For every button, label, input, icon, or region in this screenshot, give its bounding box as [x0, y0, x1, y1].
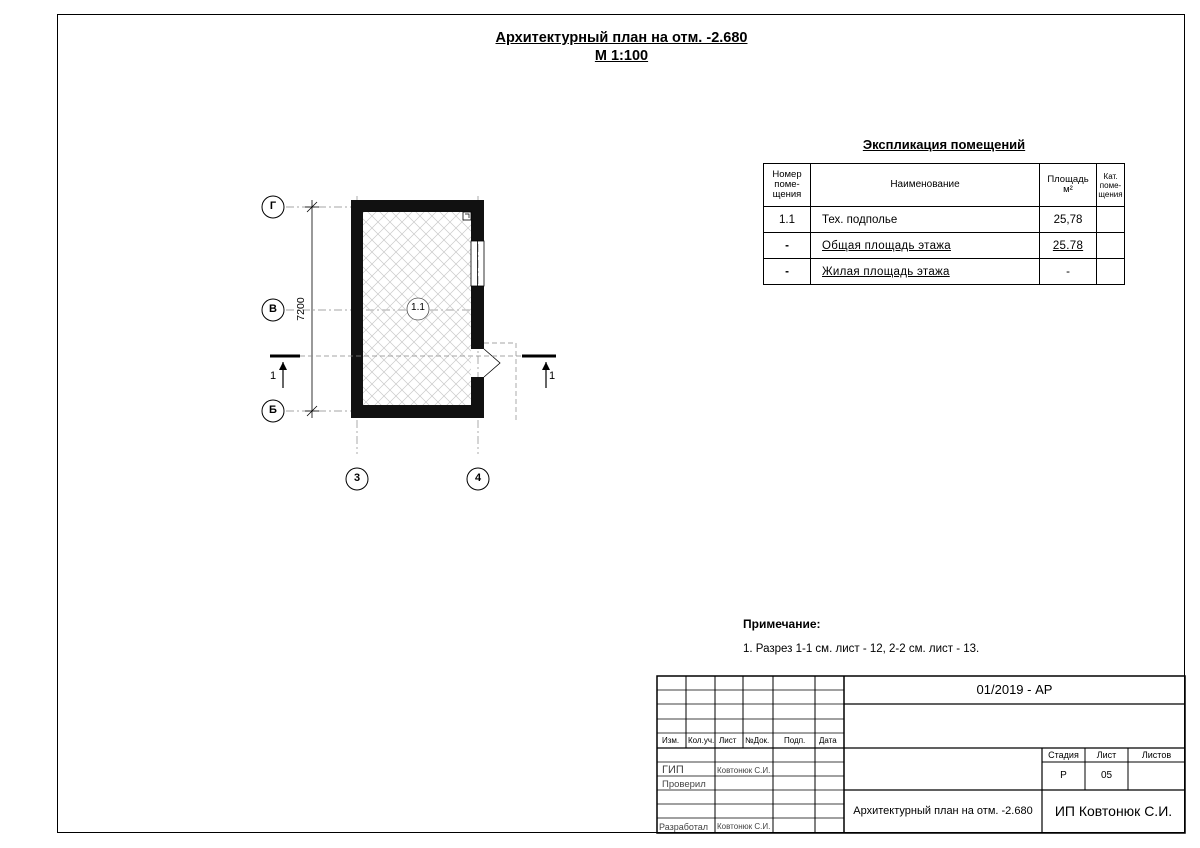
- project-code: 01/2019 - АР: [976, 682, 1053, 697]
- name-gip: Ковтонюк С.И.: [717, 766, 771, 775]
- col-ndok: №Док.: [745, 736, 770, 745]
- header-category: Кат. поме- щения: [1097, 164, 1125, 207]
- stage-header: Стадия: [1048, 750, 1079, 760]
- axis-label-3: 3: [353, 472, 361, 484]
- role-checked: Проверил: [662, 779, 706, 790]
- stage-value: Р: [1060, 770, 1067, 781]
- axis-label-v: В: [269, 303, 277, 315]
- col-izm: Изм.: [662, 736, 680, 745]
- col-koluch: Кол.уч.: [688, 736, 715, 745]
- role-gip: ГИП: [662, 764, 684, 776]
- explication-title: Экспликация помещений: [862, 137, 1026, 152]
- dimension-text: 7200: [295, 297, 307, 321]
- sheet-header: Лист: [1096, 750, 1117, 760]
- name-developed: Ковтонюк С.И.: [717, 822, 771, 831]
- sheet-number: 05: [1100, 770, 1113, 781]
- role-developed: Разработал: [659, 822, 708, 832]
- axis-label-b: Б: [269, 404, 277, 416]
- section-mark-right: 1: [549, 370, 556, 382]
- col-list: Лист: [719, 736, 737, 745]
- drawing-title: Архитектурный план на отм. -2.680: [853, 805, 1033, 817]
- note-item: 1. Разрез 1-1 см. лист - 12, 2-2 см. лист - 13.: [743, 643, 980, 655]
- axis-label-g: Г: [269, 200, 277, 212]
- header-area: Площадь м²: [1040, 164, 1097, 207]
- room-tag: 1.1: [411, 302, 425, 313]
- sheet-title: Архитектурный план на отм. -2.680: [495, 30, 748, 46]
- sheet-scale: М 1:100: [594, 48, 649, 64]
- header-name: Наименование: [811, 164, 1040, 207]
- organization: ИП Ковтонюк С.И.: [1054, 803, 1173, 819]
- table-row: - Жилая площадь этажа -: [764, 259, 1125, 285]
- header-number: Номер поме- щения: [764, 164, 811, 207]
- sheets-header: Листов: [1141, 750, 1172, 760]
- axis-label-4: 4: [474, 472, 482, 484]
- col-data: Дата: [819, 736, 837, 745]
- table-row: - Общая площадь этажа 25.78: [764, 233, 1125, 259]
- notes-title: Примечание:: [743, 617, 821, 631]
- section-mark-left: 1: [270, 370, 277, 382]
- col-podp: Подп.: [784, 736, 806, 745]
- table-row: 1.1 Тех. подполье 25,78: [764, 207, 1125, 233]
